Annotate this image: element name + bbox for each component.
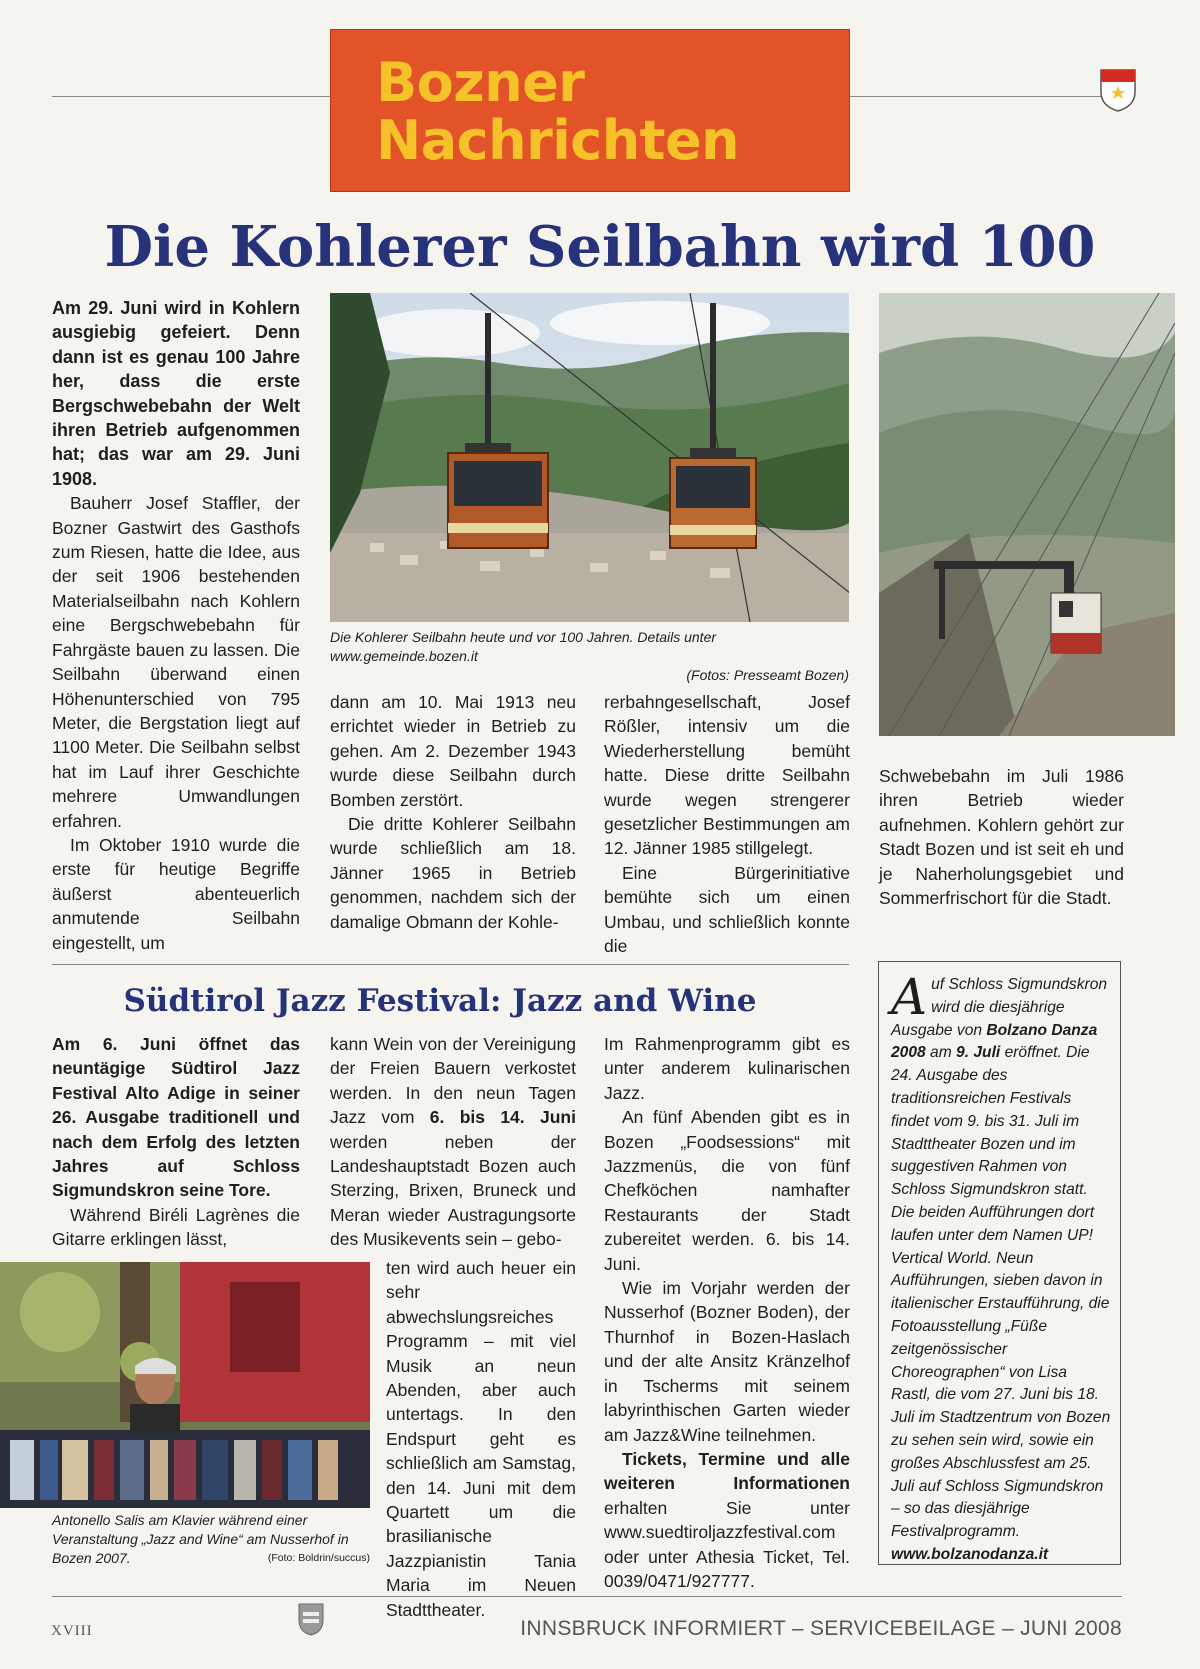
article1-col4: [879, 764, 1124, 910]
article2-col1: [52, 1032, 300, 1252]
article2-col3-p2: An fünf Abenden gibt es in Bozen „Foodsessions“ mit Jazzmenüs, die von fünf Chefköchen namhafter Restaurants der Stadt zubereitet werden. 6. bis 14. Juni.: [604, 1107, 850, 1274]
article2-lead: Am 6. Juni öffnet das neuntägige Südtirol Jazz Festival Alto Adige in seiner 26. Ausgabe traditionell und nach dem Erfolg des letzten Jahres auf Schloss Sigmundskron seine Tore.: [52, 1034, 300, 1201]
sidebar-t3: eröffnet. Die 24. Ausgabe des traditionsreichen Festivals findet vom 9. bis 31. Juli im Stadttheater Bozen und im suggestiven Rahmen von Schloss Sigmundskron statt.: [891, 1044, 1090, 1199]
article1-col2-p2: Die dritte Kohlerer Seilbahn wurde schließlich am 18. Jänner 1965 in Betrieb genommen, nachdem sich der damalige Obmann der Kohle-: [330, 814, 576, 932]
innsbruck-crest-icon: [297, 1602, 325, 1636]
article1-caption: [330, 628, 849, 685]
article2-caption: [52, 1511, 370, 1568]
article1-col3: [604, 690, 850, 958]
section-rule: [52, 964, 849, 965]
article1-col4-p1: Schwebebahn im Juli 1986 ihren Betrieb wieder aufnehmen. Kohlern gehört zur Stadt Bozen und ist seit eh und je Naherholungsgebiet und Sommerfrischort für die Stadt.: [879, 766, 1124, 909]
article2-col2-p1a: kann Wein von der Vereinigung der Freien Bauern verkostet werden. In den neun Tagen Jazz vom: [330, 1034, 576, 1128]
masthead-line2: Nachrichten: [376, 109, 740, 172]
top-rule-right: [850, 96, 1122, 97]
masthead: [330, 29, 850, 192]
article2-col1-p1: Während Biréli Lagrènes die Gitarre erklingen lässt,: [52, 1204, 300, 1250]
article2-col2-p1: [330, 1032, 576, 1252]
article2-col3: [604, 1032, 850, 1593]
article2-col3-p4b: erhalten Sie unter www.suedtiroljazzfestival.com oder unter Athesia Ticket, Tel. 0039/0471/927777.: [604, 1497, 850, 1591]
article2-col2-p1c: werden neben der Landeshauptstadt Bozen auch Sterzing, Brixen, Bruneck und Meran wieder Austragungsorte des Musikevents sein – gebo-: [330, 1131, 576, 1250]
sidebar-p2: Die beiden Aufführungen dort laufen unter dem Namen UP! Vertical World. Neun Aufführungen, sieben davon in italienischer Erstaufführung, die Fotoausstellung „Füße zeitgenössischer Choreographen“ von Lisa Rastl, die vom 27. Juni bis 18. Juli im Stadtzentrum von Bozen zu sehen sein wird, sowie ein großes Abschlussfest am 25. Juli auf Schloss Sigmundskron – so das diesjährige Festivalprogramm.: [891, 1203, 1111, 1541]
article2-headline: Südtirol Jazz Festival: Jazz and Wine: [123, 983, 757, 1019]
article2-col3-p3: Wie im Vorjahr werden der Nusserhof (Bozner Boden), der Thurnhof in Bozen-Haslach und der alte Ansitz Kränzelhof in Tscherms mit seinem labyrinthischen Garten wieder am Jazz&Wine teilnehmen.: [604, 1278, 850, 1445]
bolzano-danza-box: [878, 961, 1121, 1565]
article1-col2-p1: dann am 10. Mai 1913 neu errichtet wieder in Betrieb zu gehen. Am 2. Dezember 1943 wurde diese Seilbahn durch Bomben zerstört.: [330, 692, 576, 810]
footer-rule: [52, 1596, 1122, 1597]
publication-title: INNSBRUCK INFORMIERT – SERVICEBEILAGE – JUNI 2008: [520, 1617, 1122, 1640]
article1-lead: Am 29. Juni wird in Kohlern ausgiebig gefeiert. Denn dann ist es genau 100 Jahre her, dass die erste Bergschwebebahn der Welt ihren Betrieb aufgenommen hat; das war am 29. Juni 1908.: [52, 298, 300, 489]
article2-col3-p1: Im Rahmenprogramm gibt es unter anderem kulinarischen Jazz.: [604, 1034, 850, 1103]
article2-col3-p4a: Tickets, Termine und alle weiteren Informationen: [604, 1448, 850, 1494]
article1-caption-text: Die Kohlerer Seilbahn heute und vor 100 Jahren. Details unter www.gemeinde.bozen.it: [330, 629, 717, 664]
page-number: XVIII: [51, 1623, 93, 1639]
article1-col2: [330, 690, 576, 934]
article2-col2-top: [330, 1032, 576, 1252]
article2-col2-p1b: 6. bis 14. Juni: [429, 1107, 576, 1128]
article2-col2-p2: ten wird auch heuer ein sehr abwechslungsreiches Programm – mit viel Musik an neun Abenden, aber auch untertags. In den Endspurt geht es schließlich am Samstag, den 14. Juni mit dem Quartett um die brasilianische Jazzpianistin Tania Maria im Neuen Stadttheater.: [386, 1258, 576, 1620]
article1-caption-credit: (Fotos: Presseamt Bozen): [686, 667, 849, 683]
article2-caption-credit: (Foto: Boldrin/succus): [267, 1552, 370, 1564]
article1-headline: Die Kohlerer Seilbahn wird 100: [104, 214, 1096, 280]
article1-col3-p1: rerbahngesellschaft, Josef Rößler, intensiv um die Wiederherstellung bemüht hatte. Diese dritte Seilbahn wurde wegen strengerer gesetzlicher Bestimmungen am 12. Jänner 1985 stillgelegt.: [604, 692, 850, 859]
article2-col3-p4: [604, 1447, 850, 1593]
sidebar-b1: Bolzano Danza 2008: [891, 1021, 1098, 1062]
sidebar-t2: am: [925, 1044, 957, 1062]
historic-cable-car-photo: [879, 293, 1175, 736]
masthead-line1: Bozner: [376, 51, 585, 114]
sidebar-p1: [891, 968, 1111, 1202]
article2-col2-bottom: [386, 1256, 576, 1622]
bozen-crest-icon: [1099, 68, 1137, 112]
article1-col3-p2: Eine Bürgerinitiative bemühte sich um einen Umbau, und schließlich konnte die: [604, 862, 850, 957]
sidebar-t1: uf Schloss Sigmundskron wird die diesjährige Ausgabe von: [891, 976, 1108, 1039]
article2-caption-text: Antonello Salis am Klavier während einer Veranstaltung „Jazz and Wine“ am Nusserhof in Bozen 2007.: [52, 1512, 349, 1566]
article1-col1-p1: Bauherr Josef Staffler, der Bozner Gastwirt des Gasthofs zum Riesen, hatte die Idee, aus der seit 1906 bestehenden Materialseilbahn nach Kohlern eine Bergschwebebahn für Fahrgäste bauen zu lassen. Die Seilbahn überwand einen Höhenunterschied von 795 Meter, die Bergstation liegt auf 1100 Meter. Die Seilbahn selbst hat im Lauf ihrer Geschichte mehrere Umwandlungen erfahren.: [52, 493, 300, 831]
sidebar-link[interactable]: www.bolzanodanza.it: [891, 1545, 1049, 1563]
top-rule-left: [52, 96, 330, 97]
article1-col1-p2: Im Oktober 1910 wurde die erste für heutige Begriffe äußerst abenteuerlich anmutende Seilbahn eingestellt, um: [52, 834, 300, 953]
jazz-pianist-photo: [0, 1262, 370, 1508]
sidebar-dropcap: A: [891, 968, 928, 1026]
sidebar-b2: 9. Juli: [956, 1044, 1001, 1062]
cable-car-photo: [330, 293, 849, 622]
sidebar-text: [891, 968, 1111, 1567]
article1-col1: [52, 296, 300, 955]
